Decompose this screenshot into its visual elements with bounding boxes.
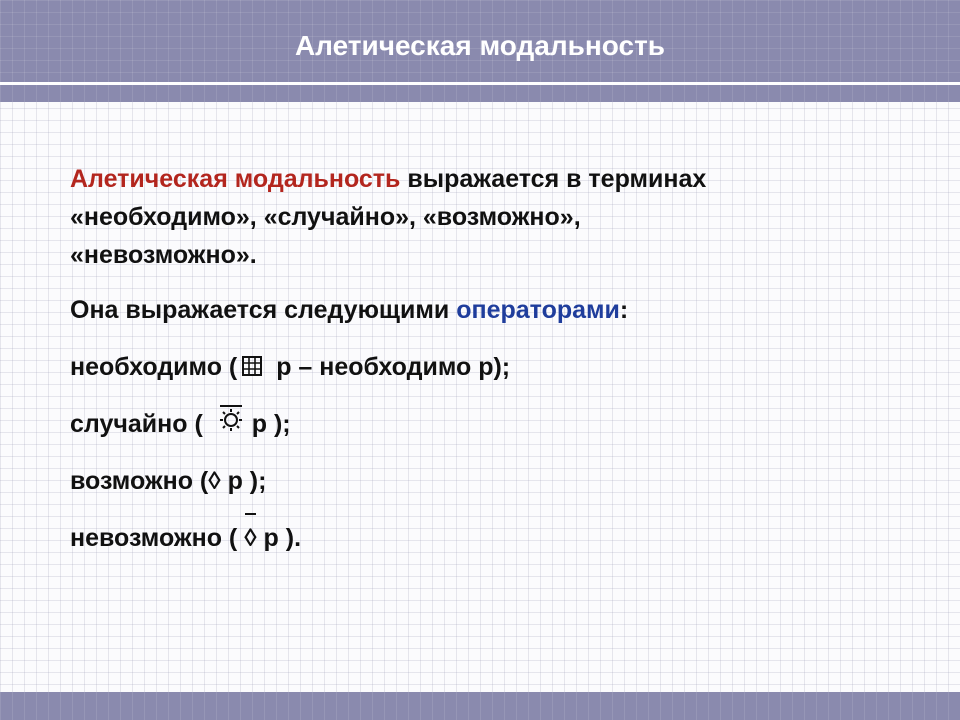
slide-title: Алетическая модальность xyxy=(294,30,666,61)
operator-impossible xyxy=(70,519,910,557)
intro-line2: «необходимо», «случайно», «возможно», xyxy=(70,203,581,231)
box-grid-icon xyxy=(241,355,263,377)
intro-rest: выражается в терминах xyxy=(400,165,707,193)
diamond-symbol: ◊ xyxy=(208,467,221,495)
intro-term: Алетическая модальность xyxy=(70,165,401,193)
diamond-symbol-negated: ◊ xyxy=(244,524,257,552)
operator-impossible-after: p ). xyxy=(256,524,302,552)
slide-content xyxy=(70,160,910,557)
operator-necessary xyxy=(70,348,910,386)
operator-necessary-after: p – необходимо p); xyxy=(269,353,511,381)
operator-contingent-before: случайно ( xyxy=(70,410,210,438)
operator-necessary-before: необходимо ( xyxy=(70,353,238,381)
intro-line3: «невозможно». xyxy=(70,241,257,269)
intro-paragraph xyxy=(70,160,910,274)
operator-possible-before: возможно ( xyxy=(70,467,209,495)
operator-possible-after: p ); xyxy=(220,467,267,495)
operator-contingent xyxy=(70,405,910,443)
title-band xyxy=(0,85,960,102)
operator-possible xyxy=(70,462,910,500)
operators-suffix: : xyxy=(619,296,629,324)
overlined-diamond-symbol xyxy=(244,519,256,557)
operators-heading xyxy=(70,291,910,329)
operator-contingent-after: p ); xyxy=(251,410,291,438)
operators-term: операторами xyxy=(456,296,620,324)
sun-icon xyxy=(216,403,246,433)
operator-impossible-before: невозможно ( xyxy=(70,524,245,552)
operators-prefix: Она выражается следующими xyxy=(70,296,457,324)
title-bar xyxy=(0,0,960,82)
footer-band xyxy=(0,692,960,720)
